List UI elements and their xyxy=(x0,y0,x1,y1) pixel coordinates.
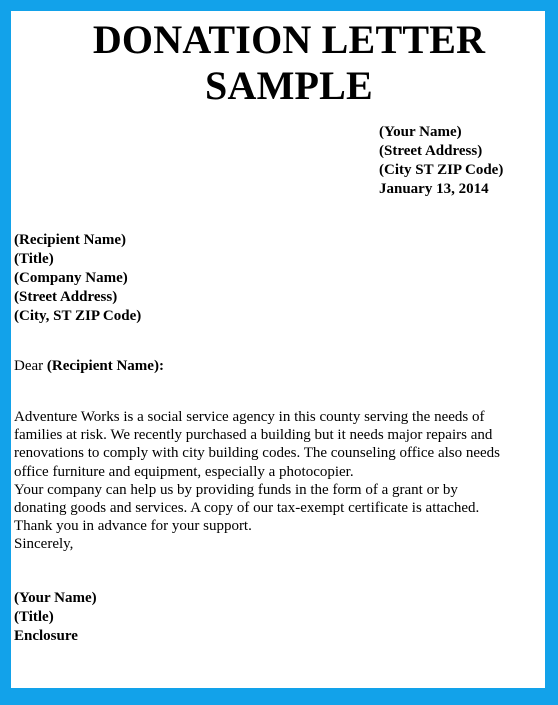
body-line: Thank you in advance for your support. xyxy=(14,518,252,535)
enclosure-note: Enclosure xyxy=(14,628,78,644)
sign-off: Sincerely, xyxy=(14,536,74,553)
body-line: renovations to comply with city building codes. The counseling office also needs xyxy=(14,445,501,462)
salutation-greeting: Dear xyxy=(14,358,44,374)
recipient-name: (Recipient Name) xyxy=(14,232,127,248)
body-line: donating goods and services. A copy of our tax-exempt certificate is attached. xyxy=(14,500,480,517)
body-line: families at risk. We recently purchased a building but it needs major repairs and xyxy=(14,427,493,444)
body-line: Adventure Works is a social service agency in this county serving the needs of xyxy=(14,409,485,425)
recipient-title: (Title) xyxy=(14,251,54,267)
salutation xyxy=(14,357,164,376)
recipient-street: (Street Address) xyxy=(14,289,118,305)
salutation-recipient: (Recipient Name): xyxy=(46,358,164,374)
title-line-1: DONATION LETTER xyxy=(92,17,486,62)
signer-title: (Title) xyxy=(14,609,54,625)
letter-page xyxy=(11,11,545,688)
letter-date: January 13, 2014 xyxy=(379,181,489,197)
title-line-2: SAMPLE xyxy=(205,63,373,108)
sender-name: (Your Name) xyxy=(379,124,462,140)
letter-body xyxy=(14,408,530,554)
sender-street: (Street Address) xyxy=(379,143,483,159)
recipient-company: (Company Name) xyxy=(14,270,128,286)
sender-city: (City ST ZIP Code) xyxy=(379,162,504,178)
letter-title xyxy=(11,17,558,109)
recipient-city: (City, ST ZIP Code) xyxy=(14,308,142,324)
body-line: office furniture and equipment, especially a photocopier. xyxy=(14,463,354,480)
recipient-block xyxy=(14,231,141,326)
body-line: Your company can help us by providing funds in the form of a grant or by xyxy=(14,481,458,498)
sender-block xyxy=(379,123,503,199)
signature-block xyxy=(14,589,97,646)
signer-name: (Your Name) xyxy=(14,590,97,606)
